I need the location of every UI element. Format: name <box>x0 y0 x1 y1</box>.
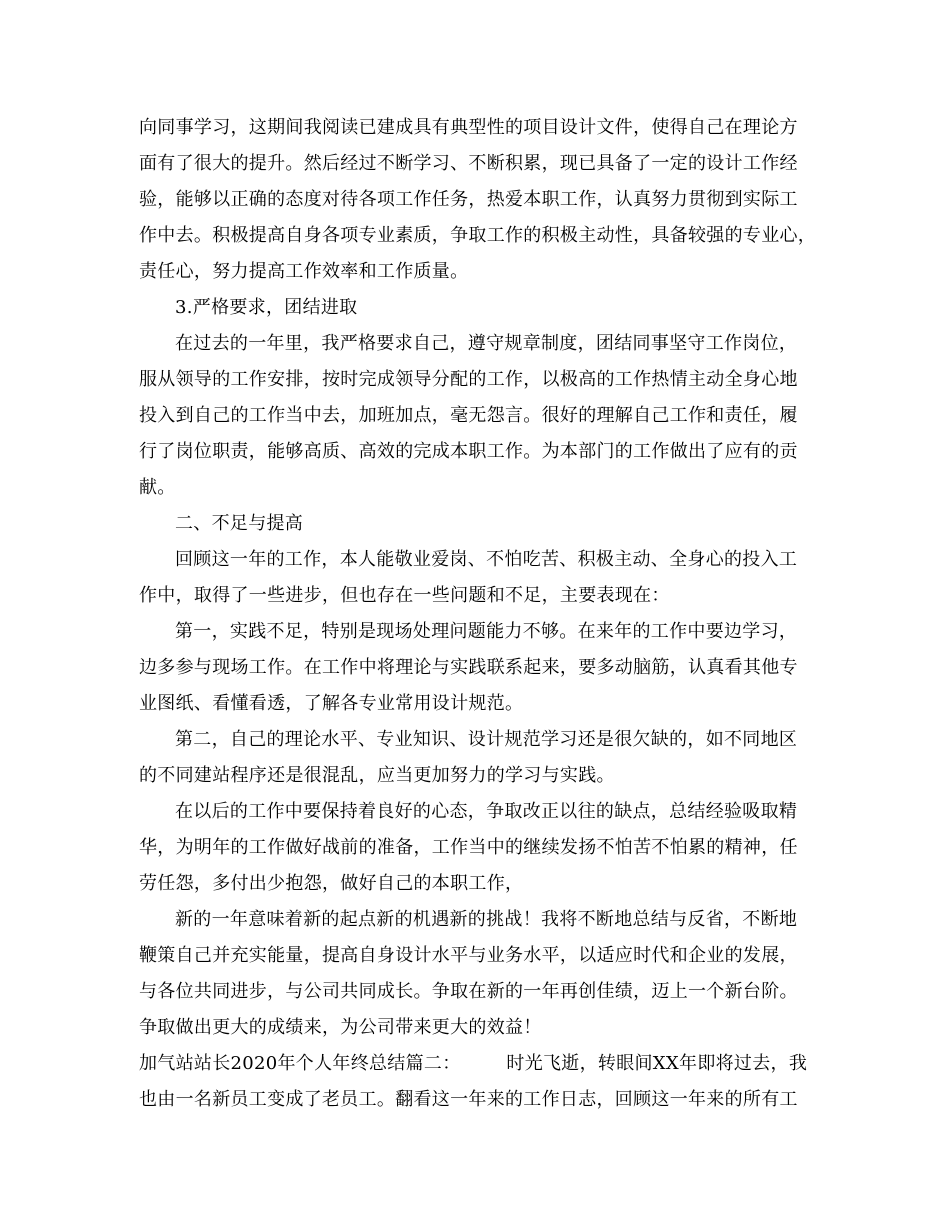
text-line: 向同事学习，这期间我阅读已建成具有典型性的项目设计文件，使得自己在理论方 <box>139 117 798 138</box>
text-line: 边多参与现场工作。在工作中将理论与实践联系起来，要多动脑筋，认真看其他专 <box>139 657 798 678</box>
section-heading: 3.严格要求，团结进取 <box>175 297 358 318</box>
text-line: 也由一名新员工变成了老员工。翻看这一年来的工作日志，回顾这一年来的所有工 <box>139 1089 798 1110</box>
text-line: 投入到自己的工作当中去，加班加点，毫无怨言。很好的理解自己工作和责任，履 <box>139 405 798 426</box>
text-line: 服从领导的工作安排，按时完成领导分配的工作，以极高的工作热情主动全身心地 <box>139 369 798 390</box>
section-heading: 二、不足与提高 <box>175 513 304 534</box>
text-line: 作中，取得了一些进步，但也存在一些问题和不足，主要表现在： <box>139 585 670 606</box>
text-line: 鞭策自己并充实能量，提高自身设计水平与业务水平，以适应时代和企业的发展， <box>139 945 798 966</box>
text-line: 业图纸、看懂看透，了解各专业常用设计规范。 <box>139 693 524 714</box>
paragraph-start-line: 在以后的工作中要保持着良好的心态，争取改正以往的缺点，总结经验吸取精 <box>175 801 798 822</box>
text-line: 华，为明年的工作做好战前的准备，工作当中的继续发扬不怕苦不怕累的精神，任 <box>139 837 798 858</box>
text-line: 献。 <box>139 477 176 498</box>
text-line: 加气站站长2020年个人年终总结篇二： 时光飞逝，转眼间XX年即将过去，我 <box>139 1053 808 1074</box>
text-line: 行了岗位职责，能够高质、高效的完成本职工作。为本部门的工作做出了应有的贡 <box>139 441 798 462</box>
paragraph-start-line: 第一，实践不足，特别是现场处理问题能力不够。在来年的工作中要边学习， <box>175 621 798 642</box>
text-line: 作中去。积极提高自身各项专业素质，争取工作的积极主动性，具备较强的专业心， <box>139 225 817 246</box>
paragraph-start-line: 第二，自己的理论水平、专业知识、设计规范学习还是很欠缺的，如不同地区 <box>175 729 798 750</box>
text-line: 与各位共同进步，与公司共同成长。争取在新的一年再创佳绩，迈上一个新台阶。 <box>139 981 798 1002</box>
text-line: 劳任怨，多付出少抱怨，做好自己的本职工作， <box>139 873 524 894</box>
paragraph-start-line: 新的一年意味着新的起点新的机遇新的挑战！我将不断地总结与反省，不断地 <box>175 909 798 930</box>
text-line: 的不同建站程序还是很混乱，应当更加努力的学习与实践。 <box>139 765 615 786</box>
text-line: 验，能够以正确的态度对待各项工作任务，热爱本职工作，认真努力贯彻到实际工 <box>139 189 798 210</box>
text-line: 责任心，努力提高工作效率和工作质量。 <box>139 261 469 282</box>
paragraph-start-line: 在过去的一年里，我严格要求自己，遵守规章制度，团结同事坚守工作岗位， <box>175 333 798 354</box>
text-line: 争取做出更大的成绩来，为公司带来更大的效益！ <box>139 1017 542 1038</box>
text-line: 面有了很大的提升。然后经过不断学习、不断积累，现已具备了一定的设计工作经 <box>139 153 798 174</box>
paragraph-start-line: 回顾这一年的工作，本人能敬业爱岗、不怕吃苦、积极主动、全身心的投入工 <box>175 549 798 570</box>
